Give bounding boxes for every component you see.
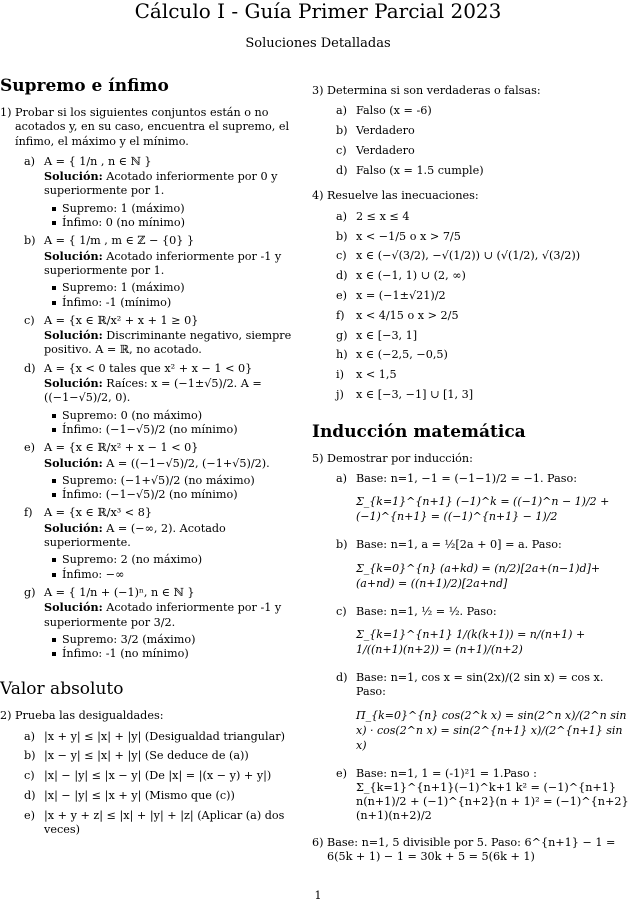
bullet-item — [0, 474, 306, 488]
bullet-marker — [52, 414, 56, 418]
solution-label: Solución: — [44, 169, 103, 184]
item-label: e) — [336, 288, 347, 302]
bullet-item — [0, 553, 306, 567]
item-text: |x − y| ≤ |x| + |y| (Se deduce de (a)) — [44, 749, 249, 763]
item-label: c) — [336, 249, 347, 263]
problem-3 — [312, 84, 634, 98]
problem-2-items — [0, 730, 306, 843]
set-item — [0, 506, 306, 520]
induction-item — [312, 767, 634, 824]
problem-text: Demostrar por inducción: — [327, 451, 473, 465]
set-definition: A = {x ∈ ℝ/x² + x − 1 < 0} — [44, 441, 199, 455]
list-item — [0, 730, 306, 744]
induction-formula: Σ_{k=0}^{n} (a+kd) = (n/2)[2a+(n−1)d]+(a+nd) = ((n+1)/2)[2a+nd] — [356, 561, 601, 590]
item-label: d) — [336, 163, 348, 177]
item-label: a) — [336, 104, 348, 118]
bullet-text: Supremo: (−1+√5)/2 (no máximo) — [62, 473, 255, 487]
bullet-text: Supremo: 1 (máximo) — [62, 201, 185, 215]
bullet-marker — [52, 286, 56, 290]
item-label: h) — [336, 348, 348, 362]
bullet-text: Ínfimo: −∞ — [62, 567, 125, 581]
solution-body: Raíces: x = (−1±√5)/2. A = ((−1−√5)/2, 0). — [44, 377, 262, 405]
left-column — [0, 76, 306, 843]
list-item — [0, 789, 306, 803]
item-label: g) — [336, 328, 348, 342]
bullet-text: Ínfimo: -1 (no mínimo) — [62, 647, 189, 661]
item-text: |x + y| ≤ |x| + |y| (Desigualdad triangular) — [44, 729, 285, 743]
bullet-marker — [52, 652, 56, 656]
item-label: c) — [336, 143, 347, 157]
item-label: e) — [24, 441, 35, 455]
bullet-item — [0, 633, 306, 647]
solution-text — [0, 328, 306, 358]
item-label: f) — [336, 308, 345, 322]
page-subtitle: Soluciones Detalladas — [245, 36, 391, 51]
section-title-induccion: Inducción matemática — [312, 421, 526, 442]
list-item — [0, 769, 306, 783]
list-item — [0, 749, 306, 763]
bullet-text: Ínfimo: (−1−√5)/2 (no mínimo) — [62, 422, 238, 436]
list-item — [312, 124, 634, 138]
bullet-marker — [52, 638, 56, 642]
bullet-text: Supremo: 2 (no máximo) — [62, 553, 203, 567]
solution-body: Acotado inferiormente por 0 y superiormente por 1. — [44, 170, 278, 198]
bullet-marker — [52, 573, 56, 577]
list-item — [312, 269, 634, 283]
bullet-item — [0, 423, 306, 437]
item-text: x ∈ (−√(3/2), −√(1/2)) ∪ (√(1/2), √(3/2)) — [356, 249, 581, 263]
item-label: b) — [24, 749, 36, 763]
item-text: x < 1,5 — [356, 368, 397, 382]
set-item — [0, 314, 306, 328]
problem-number: 1) — [0, 106, 12, 119]
item-text: Verdadero — [356, 124, 415, 138]
item-text: Base: n=1, −1 = (−1−1)/2 = −1. Paso: — [356, 472, 577, 486]
solution-text — [0, 249, 306, 279]
item-label: b) — [336, 124, 348, 138]
bullet-item — [0, 281, 306, 295]
item-text: |x| − |y| ≤ |x + y| (Mismo que (c)) — [44, 789, 235, 803]
problem-number: 4) — [312, 189, 324, 203]
item-text: Base: n=1, ½ = ½. Paso: — [356, 604, 497, 618]
list-item — [0, 809, 306, 838]
problem-text: Resuelve las inecuaciones: — [327, 189, 479, 203]
set-definition: A = {x ∈ ℝ/x³ < 8} — [44, 506, 152, 520]
induction-formula: Σ_{k=1}^{n+1} 1/(k(k+1)) = n/(n+1) + 1/((n+1)(n+2)) = (n+1)/(n+2) — [356, 627, 586, 656]
set-item — [0, 441, 306, 455]
problem-5-items — [312, 472, 634, 830]
problem-4 — [312, 189, 634, 203]
bullet-text: Ínfimo: -1 (mínimo) — [62, 295, 172, 309]
item-label: d) — [336, 670, 348, 684]
item-label: j) — [336, 387, 344, 401]
item-text: x < −1/5 o x > 7/5 — [356, 229, 461, 243]
list-item — [312, 230, 634, 244]
problem-text: Determina si son verdaderas o falsas: — [327, 84, 541, 97]
solution-text — [0, 456, 306, 471]
section-title-supremo: Supremo e ínfimo — [0, 76, 169, 96]
bullet-item — [0, 409, 306, 423]
list-item — [312, 289, 634, 303]
list-item — [312, 388, 634, 402]
bullet-marker — [52, 558, 56, 562]
induction-item — [312, 538, 634, 552]
solution-label: Solución: — [44, 248, 103, 263]
solution-text — [0, 169, 306, 199]
item-label: a) — [336, 472, 348, 486]
item-label: a) — [24, 154, 36, 168]
problem-4-items — [312, 210, 634, 408]
page-number: 1 — [314, 889, 322, 902]
bullet-marker — [52, 207, 56, 211]
problem-number: 5) — [312, 451, 324, 465]
set-definition: A = { 1/n + (−1)ⁿ, n ∈ ℕ } — [44, 585, 195, 599]
item-text: Verdadero — [356, 143, 415, 157]
item-text: |x| − |y| ≤ |x − y| (De |x| = |(x − y) + y|) — [44, 769, 272, 783]
item-text: Falso (x = -6) — [356, 104, 432, 118]
problem-1 — [0, 106, 306, 149]
item-label: g) — [24, 585, 36, 599]
solution-label: Solución: — [44, 376, 103, 391]
item-label: c) — [24, 313, 35, 327]
item-text: Falso (x = 1.5 cumple) — [356, 163, 484, 177]
bullet-item — [0, 216, 306, 230]
item-label: d) — [336, 269, 348, 283]
set-definition: A = { 1/m , m ∈ ℤ − {0} } — [44, 234, 195, 248]
bullet-item — [0, 568, 306, 582]
solution-body: A = ((−1−√5)/2, (−1+√5)/2). — [106, 456, 270, 470]
item-text: x ∈ [−3, 1] — [356, 328, 418, 342]
set-definition: A = {x < 0 tales que x² + x − 1 < 0} — [44, 361, 253, 375]
item-label: b) — [336, 229, 348, 243]
item-text: |x + y + z| ≤ |x| + |y| + |z| (Aplicar (a) dos veces) — [44, 808, 285, 837]
set-definition: A = {x ∈ ℝ/x² + x + 1 ≥ 0} — [44, 313, 199, 327]
list-item — [312, 249, 634, 263]
induction-item — [312, 605, 634, 619]
problem-text: Base: n=1, 5 divisible por 5. Paso: 6^{n+1} − 1 = 6(5k + 1) − 1 = 30k + 5 = 5(6k + 1) — [327, 835, 616, 864]
list-item — [312, 348, 634, 362]
problem-1-items — [0, 155, 306, 666]
bullet-marker — [52, 301, 56, 305]
bullet-item — [0, 647, 306, 661]
solution-body: A = (−∞, 2). Acotado superiormente. — [44, 521, 226, 550]
problem-3-items — [312, 104, 634, 183]
list-item — [312, 368, 634, 382]
bullet-text: Supremo: 0 (no máximo) — [62, 408, 203, 422]
bullet-text: Supremo: 3/2 (máximo) — [62, 632, 196, 646]
section-title-valor: Valor absoluto — [0, 679, 124, 700]
item-text: x ∈ (−1, 1) ∪ (2, ∞) — [356, 269, 466, 283]
item-label: b) — [336, 538, 348, 552]
problem-text: Prueba las desigualdades: — [15, 709, 164, 723]
problem-number: 2) — [0, 709, 12, 723]
set-item — [0, 586, 306, 600]
bullet-marker — [52, 479, 56, 483]
bullet-marker — [52, 221, 56, 225]
induction-formula: Π_{k=0}^{n} cos(2^k x) = sin(2^n x)/(2^n sin x) · cos(2^n x) = sin(2^{n+1} x)/(2^{n+1} sin x) — [356, 708, 627, 752]
item-text: x ∈ [−3, −1] ∪ [1, 3] — [356, 387, 474, 401]
solution-label: Solución: — [44, 455, 103, 470]
set-definition: A = { 1/n , n ∈ ℕ } — [44, 154, 152, 168]
item-text: Base: n=1, cos x = sin(2x)/(2 sin x) = cos x. Paso: — [356, 670, 604, 699]
item-label: f) — [24, 506, 33, 520]
list-item — [312, 210, 634, 224]
list-item — [312, 144, 634, 158]
list-item — [312, 329, 634, 343]
bullet-item — [0, 296, 306, 310]
solution-label: Solución: — [44, 520, 103, 535]
induction-item — [312, 472, 634, 486]
item-text: x = (−1±√21)/2 — [356, 288, 446, 302]
bullet-marker — [52, 493, 56, 497]
right-column — [312, 84, 634, 864]
problem-5 — [312, 452, 634, 466]
item-label: b) — [24, 234, 36, 248]
solution-body: Acotado inferiormente por -1 y superiormente por 1. — [44, 249, 282, 277]
problem-number: 3) — [312, 84, 324, 97]
set-item — [0, 234, 306, 248]
solution-label: Solución: — [44, 600, 103, 615]
induction-item — [312, 671, 634, 700]
bullet-item — [0, 488, 306, 502]
item-label: i) — [336, 368, 344, 382]
item-label: a) — [24, 729, 36, 743]
bullet-text: Ínfimo: 0 (no mínimo) — [62, 216, 185, 230]
set-item — [0, 155, 306, 169]
item-label: e) — [336, 766, 347, 780]
set-item — [0, 362, 306, 376]
solution-label: Solución: — [44, 328, 103, 343]
bullet-item — [0, 202, 306, 216]
problem-number: 6) — [312, 835, 324, 849]
item-label: a) — [336, 209, 348, 223]
item-text: Base: n=1, 1 = (-1)²1 = 1.Paso : Σ_{k=1}^{n+1}(−1)^k+1 k² = (−1)^{n+1} n(n+1)/2 + (−1)^{n+2}(n + 1)² = (−1)^{n+2} (n+1)(n+2)/2 — [356, 766, 629, 823]
solution-body: Acotado inferiormente por -1 y superiormente por 3/2. — [44, 601, 282, 629]
list-item — [312, 309, 634, 323]
item-text: Base: n=1, a = ½[2a + 0] = a. Paso: — [356, 538, 562, 552]
solution-text — [0, 376, 306, 406]
solution-text — [0, 600, 306, 630]
item-label: d) — [24, 361, 36, 375]
item-text: 2 ≤ x ≤ 4 — [356, 209, 410, 223]
item-label: c) — [24, 769, 35, 783]
solution-body: Discriminante negativo, siempre positivo. A = ℝ, no acotado. — [44, 329, 292, 357]
induction-formula: Σ_{k=1}^{n+1} (−1)^k = ((−1)^n − 1)/2 + (−1)^{n+1} = ((−1)^{n+1} − 1)/2 — [356, 495, 610, 524]
bullet-marker — [52, 428, 56, 432]
item-label: d) — [24, 789, 36, 803]
page-title: Cálculo I - Guía Primer Parcial 2023 — [134, 0, 502, 23]
list-item — [312, 164, 634, 178]
problem-6 — [312, 836, 634, 865]
problem-text: Probar si los siguientes conjuntos están o no acotados y, en su caso, encuentra el supremo, el ínfimo, el máximo y el mínimo. — [15, 106, 290, 148]
list-item — [312, 104, 634, 118]
item-label: e) — [24, 808, 35, 822]
problem-2 — [0, 709, 306, 723]
bullet-text: Supremo: 1 (máximo) — [62, 281, 185, 295]
item-label: c) — [336, 604, 347, 618]
item-text: x ∈ (−2,5, −0,5) — [356, 348, 448, 362]
bullet-text: Ínfimo: (−1−√5)/2 (no mínimo) — [62, 488, 238, 502]
item-text: x < 4/15 o x > 2/5 — [356, 308, 459, 322]
solution-text — [0, 521, 306, 551]
